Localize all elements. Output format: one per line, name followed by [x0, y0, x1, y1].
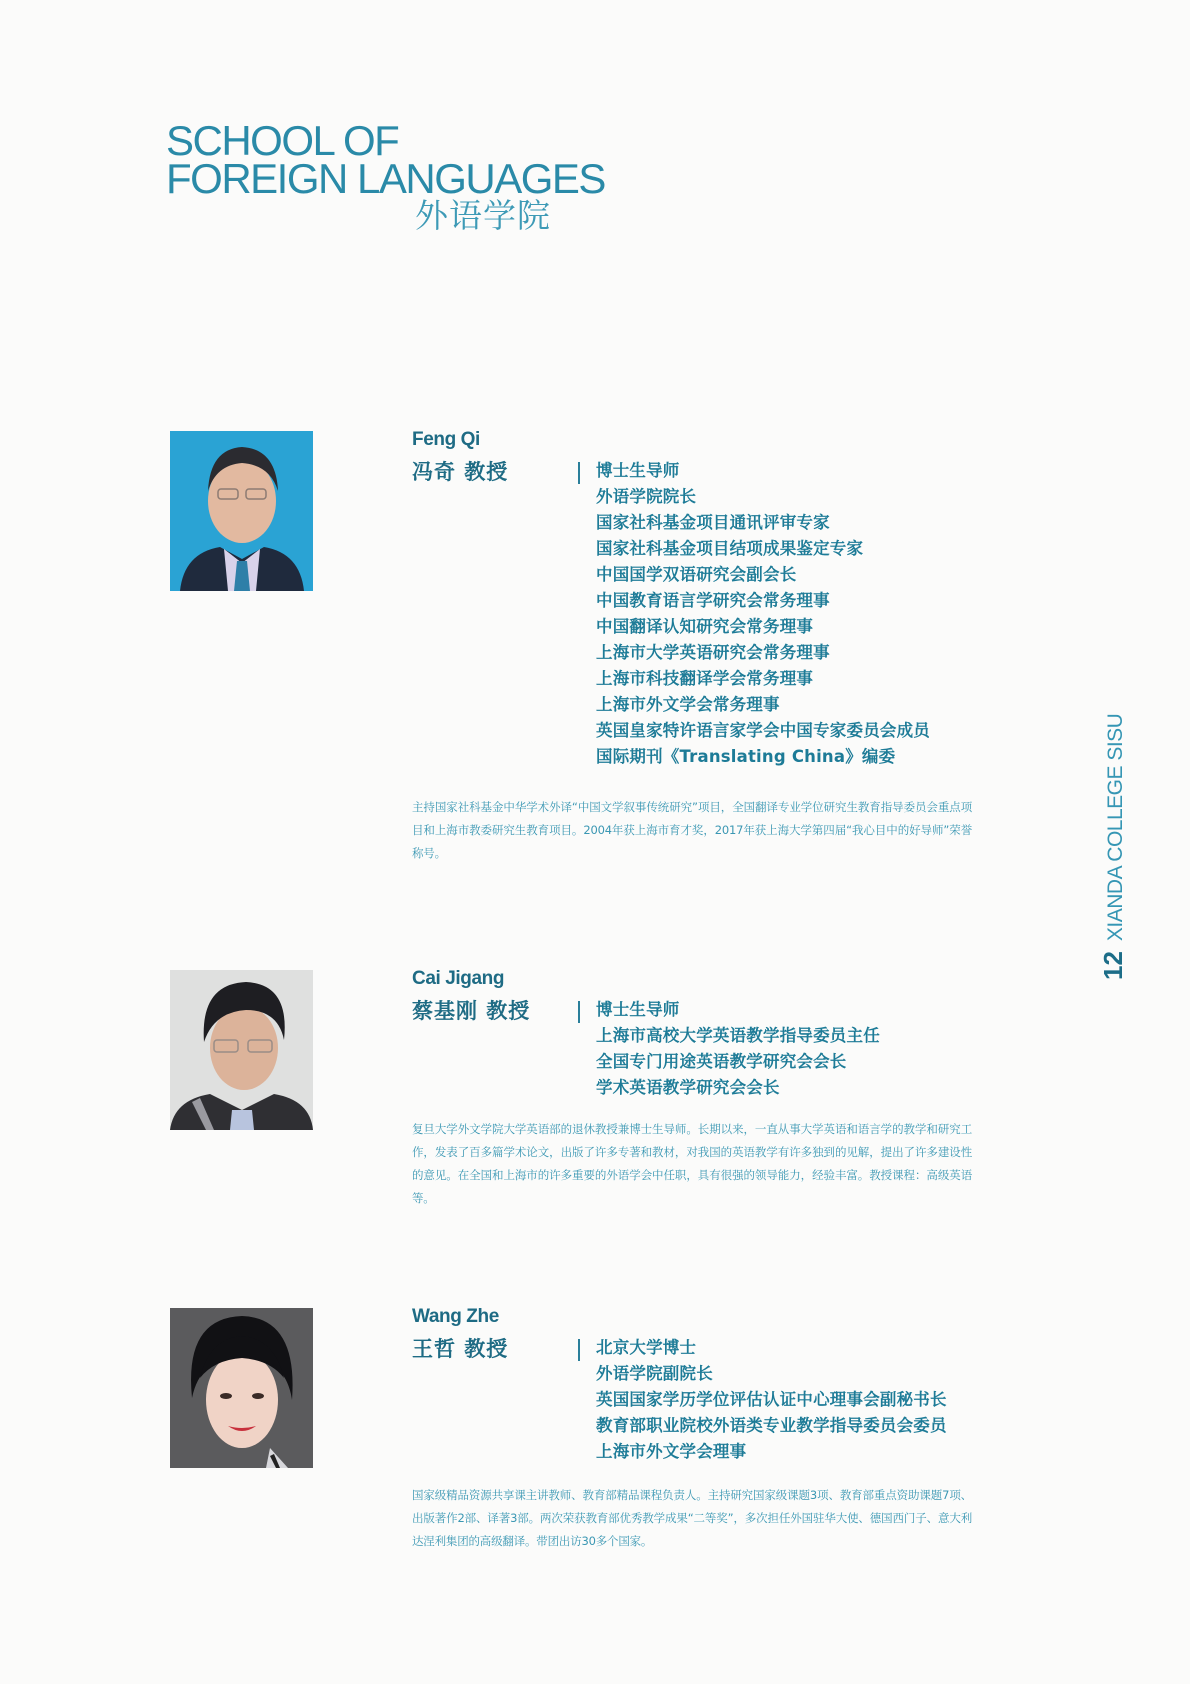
name-chinese: 王哲 教授: [412, 1337, 509, 1361]
profile-header: [412, 428, 972, 770]
role-item: 国际期刊《Translating China》编委: [596, 747, 896, 766]
role-item: 北京大学博士: [596, 1338, 697, 1357]
role-item: 上海市外文学会理事: [596, 1442, 747, 1461]
title-chinese: 外语学院: [415, 196, 551, 235]
divider: [578, 1001, 580, 1023]
role-item: 博士生导师: [596, 461, 680, 480]
profile-header: [412, 1305, 972, 1465]
role-item: 全国专门用途英语教学研究会会长: [596, 1052, 847, 1071]
roles-list: [596, 997, 880, 1101]
page-title: [166, 117, 605, 236]
name-english: Cai Jigang: [412, 968, 505, 989]
title-line-2: FOREIGN LANGUAGES: [166, 155, 605, 202]
role-item: 上海市大学英语研究会常务理事: [596, 643, 830, 662]
title-line-1: SCHOOL OF: [166, 117, 399, 164]
role-item: 上海市外文学会常务理事: [596, 695, 780, 714]
role-item: 中国教育语言学研究会常务理事: [596, 591, 830, 610]
role-item: 国家社科基金项目通讯评审专家: [596, 513, 830, 532]
role-item: 博士生导师: [596, 1000, 680, 1019]
profile-photo: [170, 970, 313, 1130]
side-page-label: [1098, 714, 1129, 980]
role-item: 英国皇家特许语言家学会中国专家委员会成员: [596, 721, 930, 740]
portrait-icon: [170, 431, 313, 591]
role-item: 中国翻译认知研究会常务理事: [596, 617, 814, 636]
role-item: 外语学院副院长: [596, 1364, 713, 1383]
role-item: 英国国家学历学位评估认证中心理事会副秘书长: [596, 1390, 947, 1409]
role-item: 外语学院院长: [596, 487, 697, 506]
role-item: 上海市高校大学英语教学指导委员主任: [596, 1026, 880, 1045]
divider: [578, 462, 580, 484]
roles-list: [596, 1335, 947, 1465]
bio-paragraph: 国家级精品资源共享课主讲教师、教育部精品课程负责人。主持研究国家级课题3项、教育部重点资助课题7项、出版著作2部、译著3部。两次荣获教育部优秀教学成果“二等奖”，多次担任外国驻华大使、德国西门子、意大利达涅利集团的高级翻译。带团出访30多个国家。: [412, 1488, 972, 1548]
portrait-icon: [170, 970, 313, 1130]
role-item: 学术英语教学研究会会长: [596, 1078, 780, 1097]
title-english: [166, 117, 605, 202]
role-item: 教育部职业院校外语类专业教学指导委员会委员: [596, 1416, 947, 1435]
page-number: 12: [1098, 951, 1128, 980]
name-english: Feng Qi: [412, 429, 480, 450]
bio-paragraph: 主持国家社科基金中华学术外译“中国文学叙事传统研究”项目，全国翻译专业学位研究生教育指导委员会重点项目和上海市教委研究生教育项目。2004年获上海市育才奖，2017年获上海大学第四届“我心目中的好导师”荣誉称号。: [412, 800, 972, 860]
role-item: 中国国学双语研究会副会长: [596, 565, 797, 584]
name-english: Wang Zhe: [412, 1306, 499, 1327]
portrait-icon: [170, 1308, 313, 1468]
bio-paragraph: 复旦大学外文学院大学英语部的退休教授兼博士生导师。长期以来，一直从事大学英语和语言学的教学和研究工作，发表了百多篇学术论文，出版了许多专著和教材，对我国的英语教学有许多独到的见解，提出了许多建设性的意见。在全国和上海市的许多重要的外语学会中任职，具有很强的领导能力，经验丰富。教授课程：高级英语等。: [412, 1122, 972, 1205]
profile-photo: [170, 1308, 313, 1468]
role-item: 上海市科技翻译学会常务理事: [596, 669, 814, 688]
role-item: 国家社科基金项目结项成果鉴定专家: [596, 539, 864, 558]
profile-header: [412, 967, 972, 1101]
publication-name: XIANDA COLLEGE SISU: [1104, 713, 1127, 942]
name-chinese: 冯奇 教授: [412, 460, 509, 484]
roles-list: [596, 458, 930, 770]
name-chinese: 蔡基刚 教授: [412, 999, 531, 1023]
divider: [578, 1339, 580, 1361]
profile-photo: [170, 431, 313, 591]
